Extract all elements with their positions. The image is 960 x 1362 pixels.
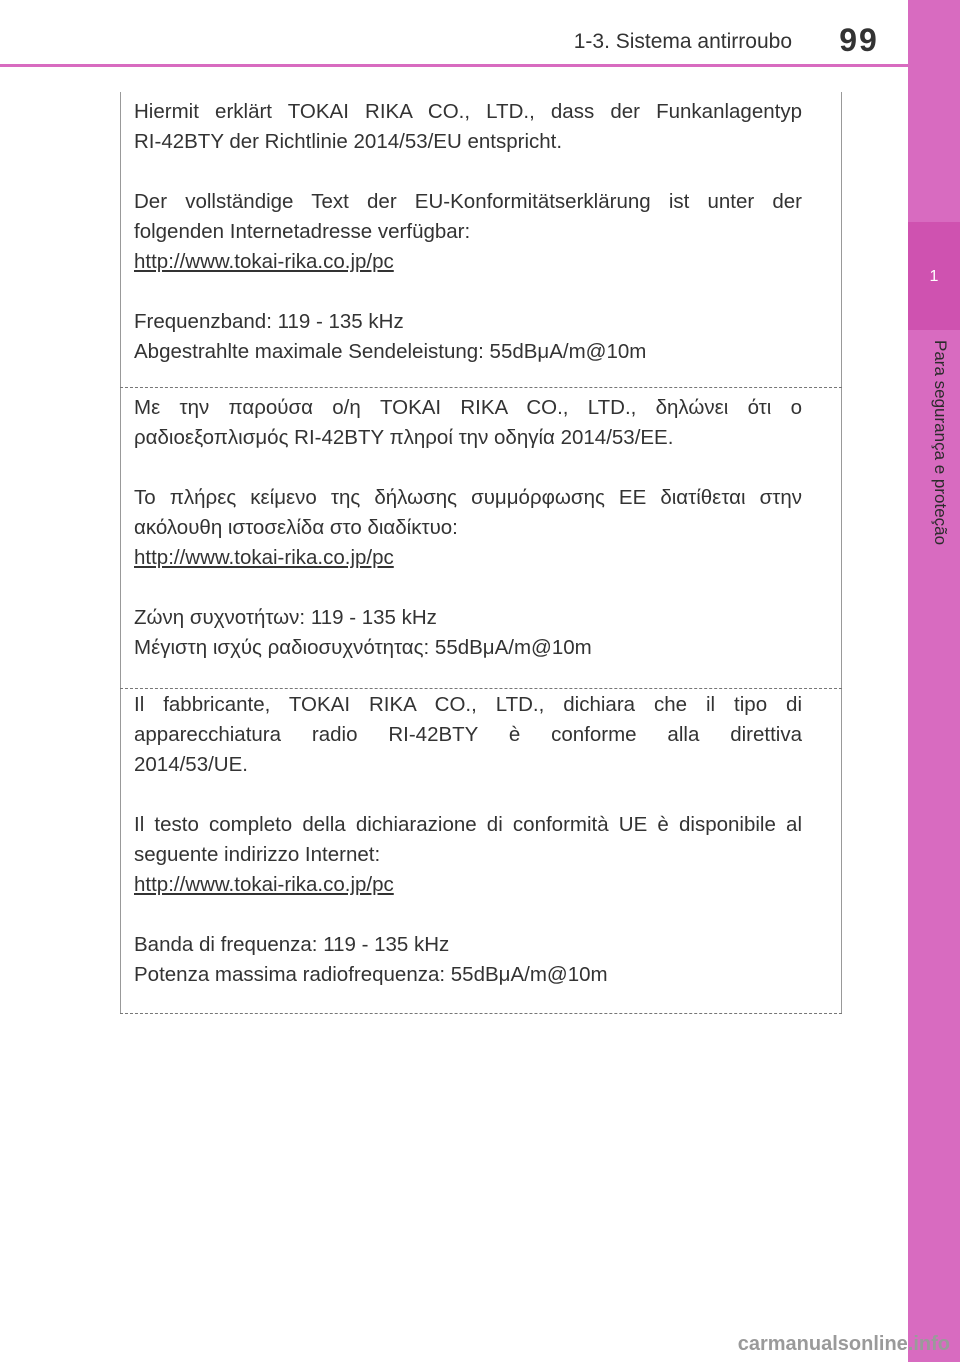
declaration-section-italian [134, 690, 802, 990]
declaration-line: Il testo completo della dichiarazione di conformità UE è disponibile al [134, 813, 802, 836]
max-power: Μέγιστη ισχύς ραδιοσυχνότητας: 55dBμA/m@10m [134, 636, 592, 659]
declaration-line: Hiermit erklärt TOKAI RIKA CO., LTD., dass der Funkanlagentyp [134, 100, 802, 123]
chapter-side-tab [908, 0, 960, 1362]
declaration-section-greek [134, 393, 802, 663]
conformity-link[interactable]: http://www.tokai-rika.co.jp/pc [134, 250, 394, 273]
chapter-number: 1 [929, 268, 939, 285]
section-divider [120, 387, 842, 388]
conformity-link[interactable]: http://www.tokai-rika.co.jp/pc [134, 873, 394, 896]
declaration-line: ακόλουθη ιστοσελίδα στο διαδίκτυο: [134, 516, 458, 539]
declaration-line: Με την παρούσα ο/η TOKAI RIKA CO., LTD., δηλώνει ότι ο [134, 396, 802, 419]
frequency-band: Ζώνη συχνοτήτων: 119 - 135 kHz [134, 606, 437, 629]
max-power: Potenza massima radiofrequenza: 55dBμA/m@10m [134, 963, 608, 986]
chapter-title: Para segurança e proteção [931, 340, 950, 546]
declaration-line: apparecchiatura radio RI-42BTY è conforme alla direttiva [134, 723, 802, 746]
declaration-line: Il fabbricante, TOKAI RIKA CO., LTD., dichiara che il tipo di [134, 693, 802, 716]
frame-bottom-border [120, 1013, 842, 1014]
watermark: carmanualsonline.info [737, 1333, 950, 1355]
conformity-link[interactable]: http://www.tokai-rika.co.jp/pc [134, 546, 394, 569]
declaration-section-german [134, 97, 802, 367]
frequency-band: Frequenzband: 119 - 135 kHz [134, 310, 404, 333]
section-divider [120, 688, 842, 689]
declaration-line: Der vollständige Text der EU-Konformitätserklärung ist unter der [134, 190, 802, 213]
section-title: 1-3. Sistema antirroubo [573, 30, 792, 53]
declaration-line: Το πλήρες κείμενο της δήλωσης συμμόρφωσης ΕΕ διατίθεται στην [134, 486, 802, 509]
declaration-line: ραδιοεξοπλισμός RI-42BTY πληροί την οδηγία 2014/53/ΕΕ. [134, 426, 674, 449]
header-rule [0, 64, 908, 67]
page-number: 99 [839, 22, 879, 58]
frequency-band: Banda di frequenza: 119 - 135 kHz [134, 933, 450, 956]
max-power: Abgestrahlte maximale Sendeleistung: 55dBμA/m@10m [134, 340, 647, 363]
declaration-line: 2014/53/UE. [134, 753, 248, 776]
declaration-line: RI-42BTY der Richtlinie 2014/53/EU entspricht. [134, 130, 563, 153]
declaration-line: seguente indirizzo Internet: [134, 843, 381, 866]
declaration-line: folgenden Internetadresse verfügbar: [134, 220, 471, 243]
